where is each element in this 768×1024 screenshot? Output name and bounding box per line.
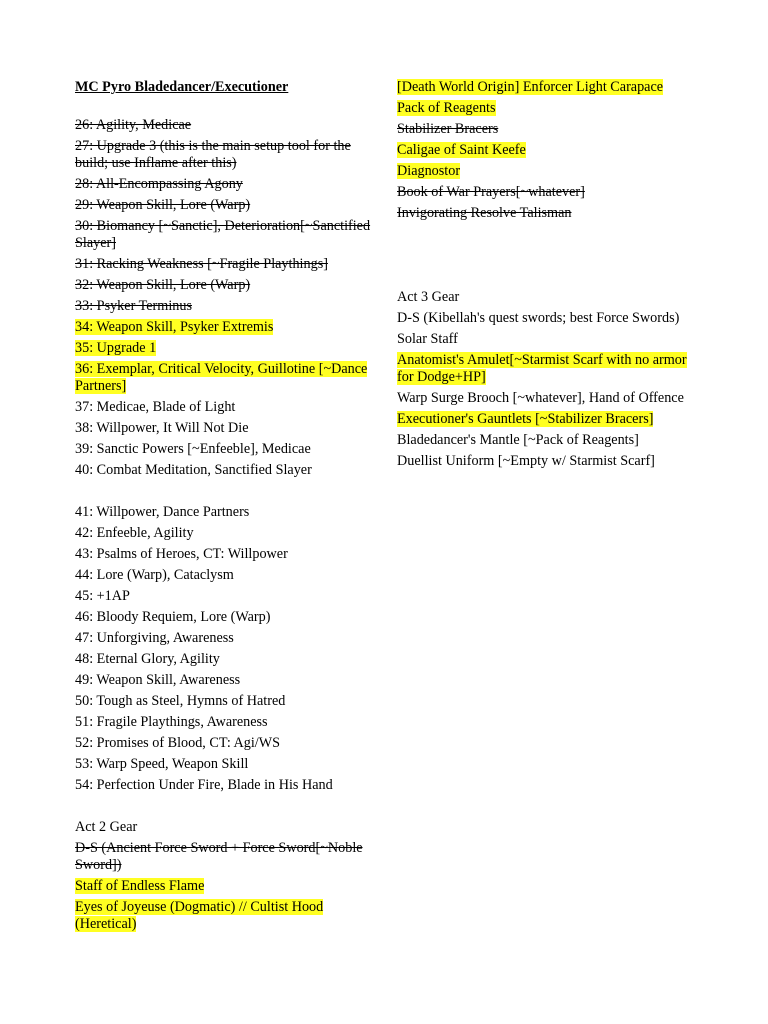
level-entry [75,441,375,458]
gear-entry [397,142,697,159]
level-entry [75,693,375,710]
right-column [397,79,697,474]
gear-entry-text: Pack of Reagents [397,100,496,116]
gear-entry-text: Anatomist's Amulet[~Starmist Scarf with no armor for Dodge+HP] [397,352,687,385]
level-entry-text: 45: +1AP [75,588,130,604]
level-entry [75,588,375,605]
level-entry-text: 29: Weapon Skill, Lore (Warp) [75,197,251,213]
gear-entry [397,453,697,470]
level-entry-text: 48: Eternal Glory, Agility [75,651,220,667]
level-entry-text: 26: Agility, Medicae [75,117,192,133]
level-entry [75,609,375,626]
gear-entry [397,331,697,348]
levels-list-a [75,117,375,479]
level-entry [75,298,375,315]
gear-entry-text: Executioner's Gauntlets [~Stabilizer Bracers] [397,411,654,427]
level-entry-text: 51: Fragile Playthings, Awareness [75,714,268,730]
gear-list-top [397,79,697,222]
gear-entry [397,163,697,180]
level-entry [75,176,375,193]
level-entry-text: 44: Lore (Warp), Cataclysm [75,567,234,583]
level-entry [75,420,375,437]
gear-entry-text: Invigorating Resolve Talisman [397,205,572,221]
level-entry [75,756,375,773]
gear-entry-text: D-S (Ancient Force Sword + Force Sword[~Noble Sword]) [75,840,363,873]
level-entry [75,340,375,357]
level-entry [75,504,375,521]
gear-entry [397,411,697,428]
level-entry-text: 37: Medicae, Blade of Light [75,399,236,415]
level-entry-text: 36: Exemplar, Critical Velocity, Guillotine [~Dance Partners] [75,361,368,394]
left-column [75,79,375,937]
gear-entry-text: [Death World Origin] Enforcer Light Carapace [397,79,664,95]
gear-entry [397,100,697,117]
gear-entry [75,840,375,874]
gear-entry-text: Diagnostor [397,163,461,179]
level-entry-text: 33: Psyker Terminus [75,298,192,314]
level-entry [75,117,375,134]
level-entry-text: 34: Weapon Skill, Psyker Extremis [75,319,274,335]
level-entry-text: 42: Enfeeble, Agility [75,525,194,541]
level-entry [75,777,375,794]
level-entry-text: 50: Tough as Steel, Hymns of Hatred [75,693,286,709]
level-entry-text: 38: Willpower, It Will Not Die [75,420,249,436]
level-entry [75,319,375,336]
level-entry [75,672,375,689]
gear-entry-text: Eyes of Joyeuse (Dogmatic) // Cultist Hood (Heretical) [75,899,324,932]
level-entry [75,197,375,214]
gear-entry-text: D-S (Kibellah's quest swords; best Force Swords) [397,310,680,326]
level-entry-text: 32: Weapon Skill, Lore (Warp) [75,277,251,293]
level-entry-text: 41: Willpower, Dance Partners [75,504,250,520]
level-entry [75,256,375,273]
act2-heading: Act 2 Gear [75,819,138,835]
level-entry-text: 31: Racking Weakness [~Fragile Playthings] [75,256,328,272]
level-entry-text: 54: Perfection Under Fire, Blade in His Hand [75,777,333,793]
level-entry [75,567,375,584]
level-entry [75,462,375,479]
level-entry-text: 30: Biomancy [~Sanctic], Deterioration[~Sanctified Slayer] [75,218,371,251]
level-entry-text: 47: Unforgiving, Awareness [75,630,234,646]
level-entry [75,651,375,668]
gear-entry [397,310,697,327]
level-entry [75,525,375,542]
level-entry-text: 43: Psalms of Heroes, CT: Willpower [75,546,288,562]
gear-entry [397,184,697,201]
gear-entry [397,121,697,138]
build-title: MC Pyro Bladedancer/Executioner [75,79,289,95]
level-entry-text: 46: Bloody Requiem, Lore (Warp) [75,609,271,625]
act3-heading: Act 3 Gear [397,289,460,305]
gear-entry [397,205,697,222]
level-entry [75,630,375,647]
level-entry [75,277,375,294]
gear-entry-text: Bladedancer's Mantle [~Pack of Reagents] [397,432,639,448]
level-entry-text: 40: Combat Meditation, Sanctified Slayer [75,462,312,478]
gear-entry [75,878,375,895]
level-entry-text: 39: Sanctic Powers [~Enfeeble], Medicae [75,441,311,457]
gear-entry [397,432,697,449]
levels-list-b [75,504,375,794]
gear-entry-text: Warp Surge Brooch [~whatever], Hand of Offence [397,390,684,406]
gear-entry-text: Duellist Uniform [~Empty w/ Starmist Scarf] [397,453,655,469]
gear-entry-text: Book of War Prayers[~whatever] [397,184,585,200]
gear-entry [397,390,697,407]
level-entry-text: 28: All-Encompassing Agony [75,176,243,192]
gear-entry [397,79,697,96]
level-entry-text: 35: Upgrade 1 [75,340,157,356]
gear-entry-text: Caligae of Saint Keefe [397,142,526,158]
gear-entry-text: Stabilizer Bracers [397,121,499,137]
level-entry [75,714,375,731]
level-entry-text: 53: Warp Speed, Weapon Skill [75,756,249,772]
gear-entry [75,899,375,933]
gear-entry-text: Solar Staff [397,331,458,347]
act2-gear-list [75,840,375,933]
level-entry [75,546,375,563]
act3-gear-list [397,310,697,470]
level-entry-text: 49: Weapon Skill, Awareness [75,672,241,688]
level-entry [75,361,375,395]
gear-entry-text: Staff of Endless Flame [75,878,205,894]
level-entry [75,399,375,416]
level-entry [75,735,375,752]
gear-entry [397,352,697,386]
level-entry [75,138,375,172]
level-entry-text: 52: Promises of Blood, CT: Agi/WS [75,735,281,751]
level-entry-text: 27: Upgrade 3 (this is the main setup tool for the build; use Inflame after this) [75,138,351,171]
level-entry [75,218,375,252]
